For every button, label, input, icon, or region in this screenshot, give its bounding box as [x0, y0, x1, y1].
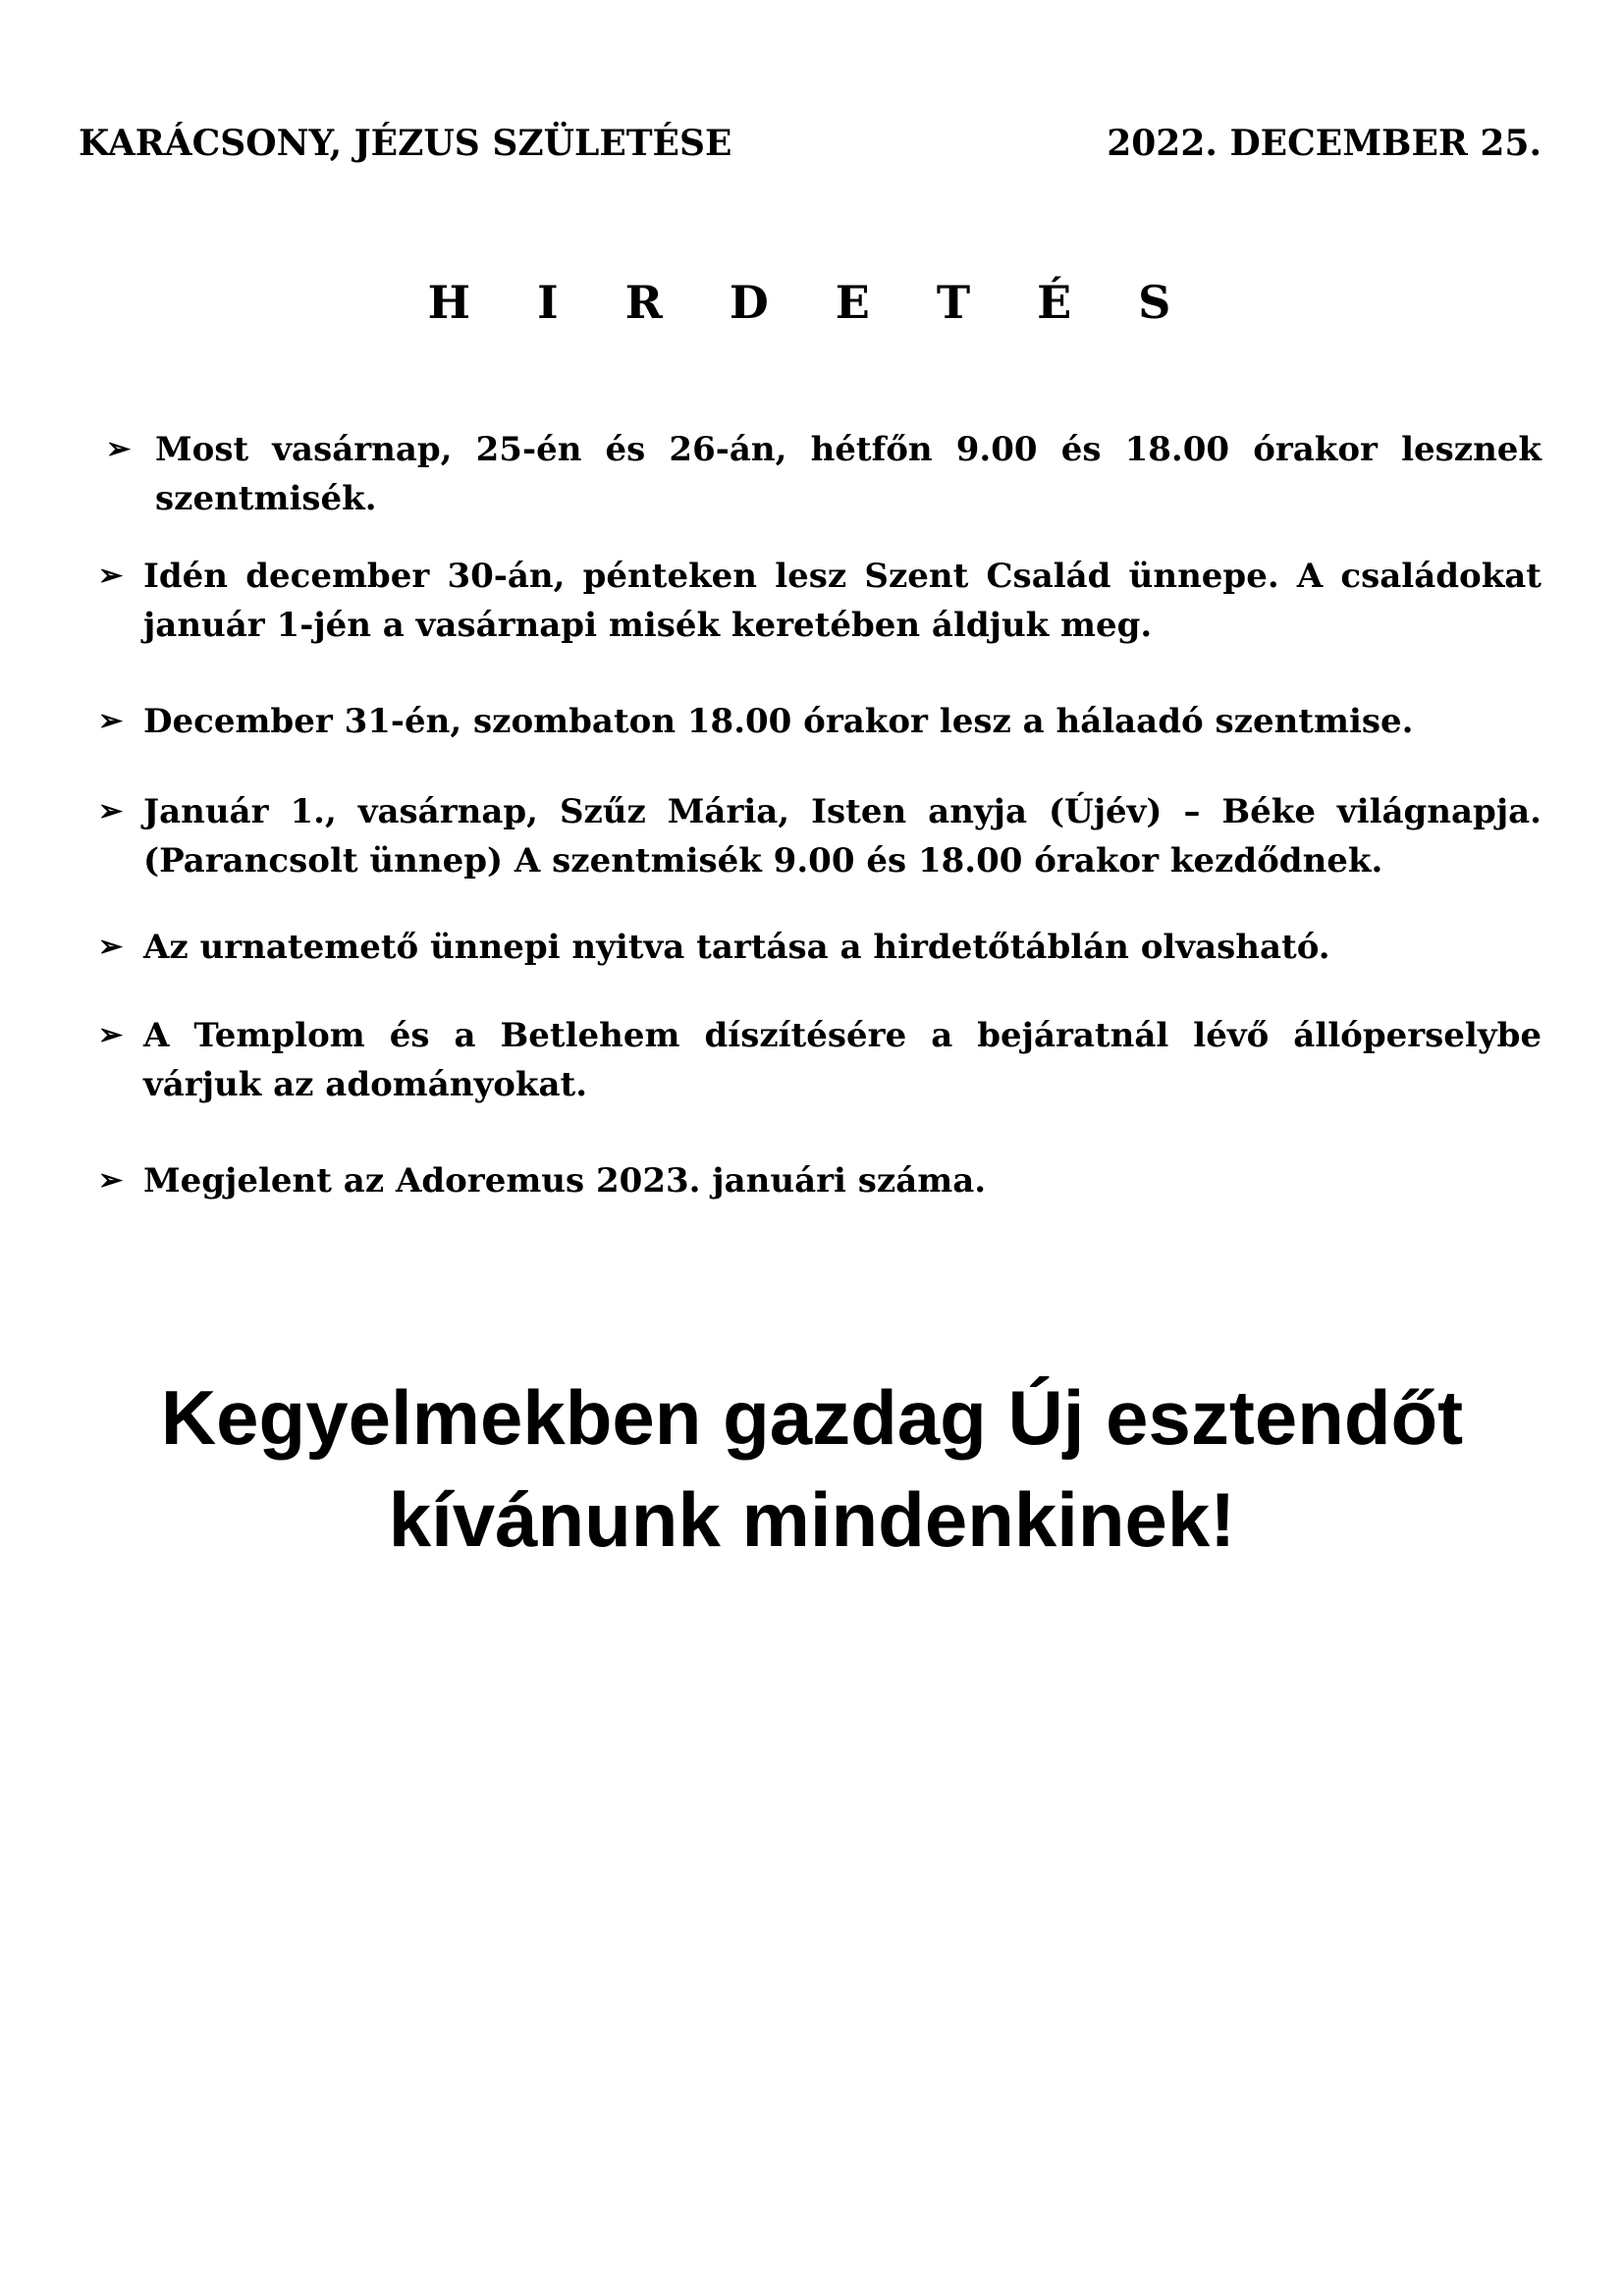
- list-item: [98, 552, 1542, 650]
- arrowhead-bullet-icon: ➢: [98, 930, 124, 964]
- page-header: [79, 120, 1542, 167]
- list-item: [98, 1156, 1542, 1205]
- list-item-text: Megjelent az Adoremus 2023. januári száma.: [143, 1161, 987, 1201]
- arrowhead-bullet-icon: ➢: [98, 704, 124, 738]
- list-item: [98, 697, 1542, 746]
- list-item: [98, 1011, 1542, 1109]
- arrowhead-bullet-icon: ➢: [98, 1163, 124, 1198]
- new-year-greeting: [0, 1366, 1624, 1571]
- list-item-text: December 31-én, szombaton 18.00 órakor lesz a hálaadó szentmise.: [143, 702, 1414, 741]
- arrowhead-bullet-icon: ➢: [98, 794, 124, 828]
- list-item-text: Január 1., vasárnap, Szűz Mária, Isten anyja (Újév) – Béke világnapja. (Parancsolt ünnep) A szentmisék 9.00 és 18.00 órakor kezdődnek.: [143, 792, 1542, 881]
- list-item: [98, 923, 1542, 972]
- page-title: H I R D E T É S: [427, 276, 1197, 329]
- arrowhead-bullet-icon: ➢: [98, 559, 124, 593]
- list-item-text: Idén december 30-án, pénteken lesz Szent Család ünnepe. A családokat január 1-jén a vasárnapi misék keretében áldjuk meg.: [143, 557, 1542, 645]
- list-item: [106, 425, 1542, 523]
- list-item-text: A Templom és a Betlehem díszítésére a bejáratnál lévő állóperselybe várjuk az adományokat.: [143, 1016, 1542, 1104]
- list-item: [98, 787, 1542, 885]
- greeting-line-1: Kegyelmekben gazdag Új esztendőt: [160, 1374, 1464, 1461]
- arrowhead-bullet-icon: ➢: [98, 1018, 124, 1052]
- list-item-text: Most vasárnap, 25-én és 26-án, hétfőn 9.00 és 18.00 órakor lesznek szentmisék.: [155, 430, 1542, 518]
- list-item-text: Az urnatemető ünnepi nyitva tartása a hirdetőtáblán olvasható.: [143, 928, 1330, 967]
- feast-name: KARÁCSONY, JÉZUS SZÜLETÉSE: [79, 123, 732, 164]
- arrowhead-bullet-icon: ➢: [106, 432, 132, 466]
- date: 2022. DECEMBER 25.: [1107, 123, 1542, 164]
- greeting-line-2: kívánunk mindenkinek!: [388, 1476, 1236, 1563]
